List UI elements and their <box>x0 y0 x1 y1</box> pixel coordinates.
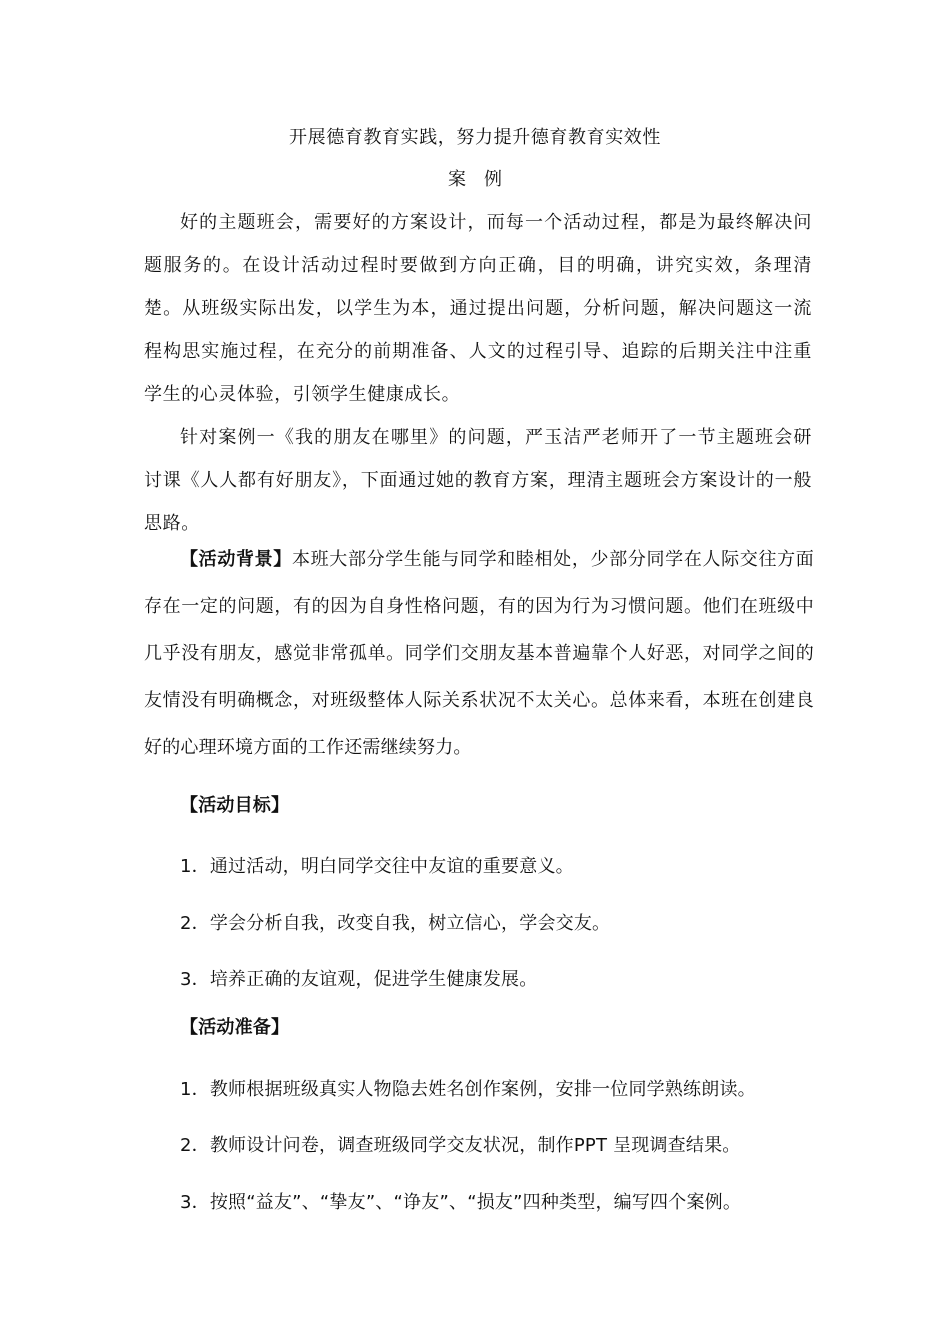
background-section <box>144 536 814 771</box>
preparation-item: 1．教师根据班级真实人物隐去姓名创作案例，安排一位同学熟练朗读。 <box>180 1079 756 1100</box>
goal-item: 2．学会分析自我，改变自我，树立信心，学会交友。 <box>180 913 611 934</box>
preparation-item: 3．按照“益友”、“挚友”、“诤友”、“损友”四种类型，编写四个案例。 <box>180 1192 742 1213</box>
intro-paragraph: 针对案例一《我的朋友在哪里》的问题，严玉洁严老师开了一节主题班会研讨课《人人都有好朋友》，下面通过她的教育方案，理清主题班会方案设计的一般思路。 <box>144 427 812 534</box>
goal-item: 1．通过活动，明白同学交往中友谊的重要意义。 <box>180 856 574 877</box>
intro-paragraph: 好的主题班会，需要好的方案设计，而每一个活动过程，都是为最终解决问题服务的。在设计活动过程时要做到方向正确，目的明确，讲究实效，条理清楚。从班级实际出发，以学生为本，通过提出问题，分析问题，解决问题这一流程构思实施过程，在充分的前期准备、人文的过程引导、追踪的后期关注中注重学生的心灵体验，引领学生健康成长。 <box>144 212 812 405</box>
background-label: 【活动背景】 <box>180 549 292 570</box>
goal-item: 3．培养正确的友谊观，促进学生健康发展。 <box>180 969 538 990</box>
preparation-heading: 【活动准备】 <box>180 1017 290 1038</box>
document-title: 开展德育教育实践，努力提升德育教育实效性 <box>289 127 661 148</box>
intro-section <box>144 201 812 416</box>
intro-section-2 <box>144 416 812 545</box>
preparation-item: 2．教师设计问卷，调查班级同学交友状况，制作PPT 呈现调查结果。 <box>180 1135 741 1156</box>
document-subtitle: 案例 <box>448 169 520 190</box>
background-paragraph <box>144 536 814 771</box>
background-text: 本班大部分学生能与同学和睦相处，少部分同学在人际交往方面存在一定的问题，有的因为自身性格问题，有的因为行为习惯问题。他们在班级中几乎没有朋友，感觉非常孤单。同学们交朋友基本普遍靠个人好恶，对同学之间的友情没有明确概念，对班级整体人际关系状况不太关心。总体来看，本班在创建良好的心理环境方面的工作还需继续努力。 <box>144 549 814 758</box>
goals-heading: 【活动目标】 <box>180 795 290 816</box>
